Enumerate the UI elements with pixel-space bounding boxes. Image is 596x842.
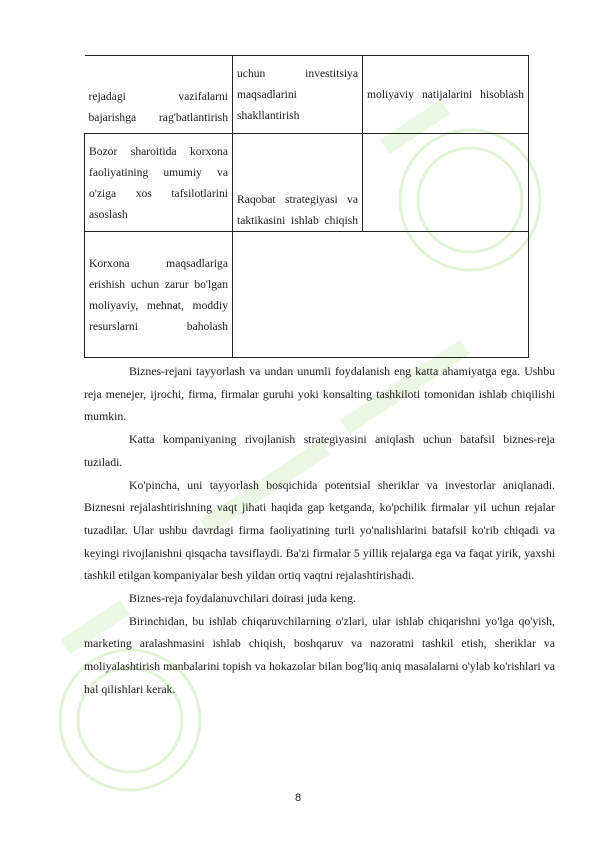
paragraph: Ko'pincha, uni tayyorlash bosqichida potentsial sheriklar va investorlar aniqlanadi. Biznesni rejalashtirishning vaqt jihati haqida gap ketganda, ko'pchilik firmalar yil uchun rejalar tuzadilar. Ular ushbu davrdagi firma faoliyatining turli yo'nalishlarini batafsil ko'rib chiqadi va keyingi rivojlanishni qisqacha tavsiflaydi. Ba'zi firmalar 5 yillik rejalarga ega va faqat yirik, yaxshi tashkil etilgan kompaniyalar besh yildan ortiq vaqtni rejalashtirishadi.: [84, 477, 555, 583]
table-cell: [363, 232, 529, 358]
body-text: [84, 360, 555, 701]
table-cell: rejadagi vazifalarni bajarishga rag'batlantirish: [85, 56, 233, 134]
table-cell: moliyaviy natijalarini hisoblash: [363, 56, 529, 134]
table-cell: Korxona maqsadlariga erishish uchun zarur bo'lgan moliyaviy, mehnat, moddiy resurslarni baholash: [85, 232, 233, 358]
page-number: 8: [294, 792, 302, 804]
table-cell: [233, 232, 363, 358]
content-table: [84, 55, 529, 358]
table-row: [85, 56, 529, 134]
table-row: [85, 134, 529, 232]
table-cell: [363, 134, 529, 232]
table-cell: Raqobat strategiyasi va taktikasini ishlab chiqish: [233, 134, 363, 232]
table-row: [85, 232, 529, 358]
paragraph: Katta kompaniyaning rivojlanish strategiyasini aniqlash uchun batafsil biznes-reja tuziladi.: [84, 432, 555, 469]
paragraph: Biznes-rejani tayyorlash va undan unumli foydalanish eng katta ahamiyatga ega. Ushbu reja menejer, ijrochi, firma, firmalar guruhi yoki konsalting tashkiloti tomonidan ishlab chiqilishi mumkin.: [84, 364, 555, 424]
paragraph: Biznes-reja foydalanuvchilari doirasi juda keng.: [129, 591, 357, 606]
paragraph: Birinchidan, bu ishlab chiqaruvchilarning o'zlari, ular ishlab chiqarishni yo'lga qo'yish, marketing aralashmasini ishlab chiqish, boshqaruv va nazoratni tashkil etish, sheriklar va moliyalashtirish manbalarini topish va hokazolar bilan bog'liq aniq masalalarni o'ylab ko'rishlari va hal qilishlari kerak.: [84, 613, 555, 696]
table-cell: Bozor sharoitida korxona faoliyatining umumiy va o'ziga xos tafsilotlarini asoslash: [85, 134, 233, 232]
table-cell: uchun investitsiya maqsadlarini shakllantirish: [233, 56, 363, 134]
